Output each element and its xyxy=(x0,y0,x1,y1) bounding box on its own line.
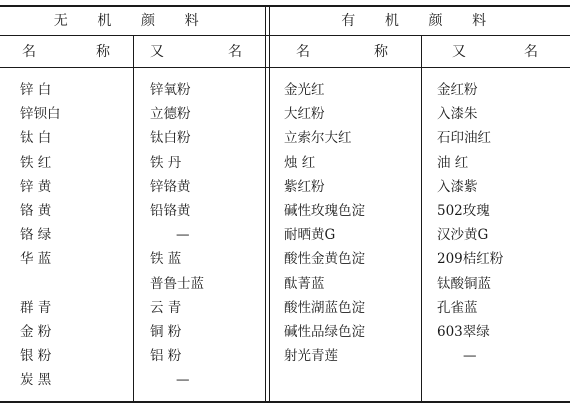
organic-group-header: 有 机 颜 料 xyxy=(341,13,499,29)
table-cell: 钛酸铜蓝 xyxy=(437,275,491,292)
table-cell: — xyxy=(463,348,477,365)
table-cell: 耐晒黄G xyxy=(284,227,336,244)
table-cell: 钛白粉 xyxy=(150,130,191,147)
table-cell: 云 青 xyxy=(150,299,182,316)
table-top-rule xyxy=(0,5,570,7)
table-cell: 502玫瑰 xyxy=(437,202,490,219)
group-header-rule xyxy=(0,35,570,36)
table-cell: 铜 粉 xyxy=(150,323,182,340)
table-cell: 209桔红粉 xyxy=(437,251,504,268)
table-cell: 锌 白 xyxy=(20,82,52,98)
table-cell: 铝 粉 xyxy=(150,348,182,365)
column-header-rule xyxy=(0,67,570,68)
inorganic-name-header: 名 称 xyxy=(22,44,110,60)
inorganic-group-header: 无 机 颜 料 xyxy=(53,13,212,29)
inorganic-name-column xyxy=(20,78,125,392)
table-cell: 紫红粉 xyxy=(284,178,325,195)
table-cell: 入漆紫 xyxy=(437,178,478,195)
table-cell: 铬 黄 xyxy=(20,202,52,219)
table-cell: 铁 红 xyxy=(20,154,52,171)
table-cell: 立德粉 xyxy=(150,106,191,123)
table-cell: — xyxy=(176,372,190,389)
table-cell: 酞菁蓝 xyxy=(284,275,325,292)
table-cell xyxy=(20,272,125,296)
table-cell: 烛 红 xyxy=(284,154,316,171)
inorganic-column-divider xyxy=(133,35,134,403)
double-divider-left xyxy=(265,5,266,403)
table-cell: 铅铬黄 xyxy=(150,202,191,219)
table-cell: 钛 白 xyxy=(20,130,52,147)
double-divider-right xyxy=(269,5,270,403)
table-cell: 铁 蓝 xyxy=(150,251,182,268)
table-cell: 碱性品绿色淀 xyxy=(284,323,365,340)
table-cell: 锌铬黄 xyxy=(150,178,191,195)
table-cell: 入漆朱 xyxy=(437,106,478,123)
table-cell: 立索尔大红 xyxy=(284,130,352,147)
table-cell: 射光青莲 xyxy=(284,348,338,365)
table-cell: 铁 丹 xyxy=(150,154,182,171)
organic-name-header: 名 称 xyxy=(296,44,388,60)
organic-name-column xyxy=(284,78,420,368)
organic-alias-header: 又 名 xyxy=(452,44,538,60)
table-bottom-rule xyxy=(0,401,570,403)
table-cell: 汉沙黄G xyxy=(437,227,489,244)
table-cell: — xyxy=(176,227,190,244)
table-cell: 酸性湖蓝色淀 xyxy=(284,299,365,316)
table-cell: 炭 黑 xyxy=(20,372,52,389)
table-cell: 碱性玫瑰色淀 xyxy=(284,202,365,219)
inorganic-alias-header: 又 名 xyxy=(150,44,242,60)
table-cell: 锌钡白 xyxy=(20,106,61,123)
table-cell: 油 红 xyxy=(437,154,469,171)
table-cell: 锌 黄 xyxy=(20,178,52,195)
table-cell: 锌氧粉 xyxy=(150,82,191,98)
table-cell: 603翠绿 xyxy=(437,323,490,340)
table-cell: 群 青 xyxy=(20,299,52,316)
table-cell: 金红粉 xyxy=(437,82,478,98)
inorganic-alias-column xyxy=(150,78,262,392)
table-cell: 普鲁士蓝 xyxy=(150,275,204,292)
table-cell: 石印油红 xyxy=(437,130,491,147)
table-cell: 银 粉 xyxy=(20,348,52,365)
table-cell: 铬 绿 xyxy=(20,227,52,244)
organic-column-divider xyxy=(421,35,422,403)
table-cell: 华 蓝 xyxy=(20,251,52,268)
table-cell: 金 粉 xyxy=(20,323,52,340)
table-cell: 酸性金黄色淀 xyxy=(284,251,365,268)
organic-alias-column xyxy=(437,78,567,368)
table-cell: 大红粉 xyxy=(284,106,325,123)
table-cell: 金光红 xyxy=(284,82,325,98)
table-cell: 孔雀蓝 xyxy=(437,299,478,316)
